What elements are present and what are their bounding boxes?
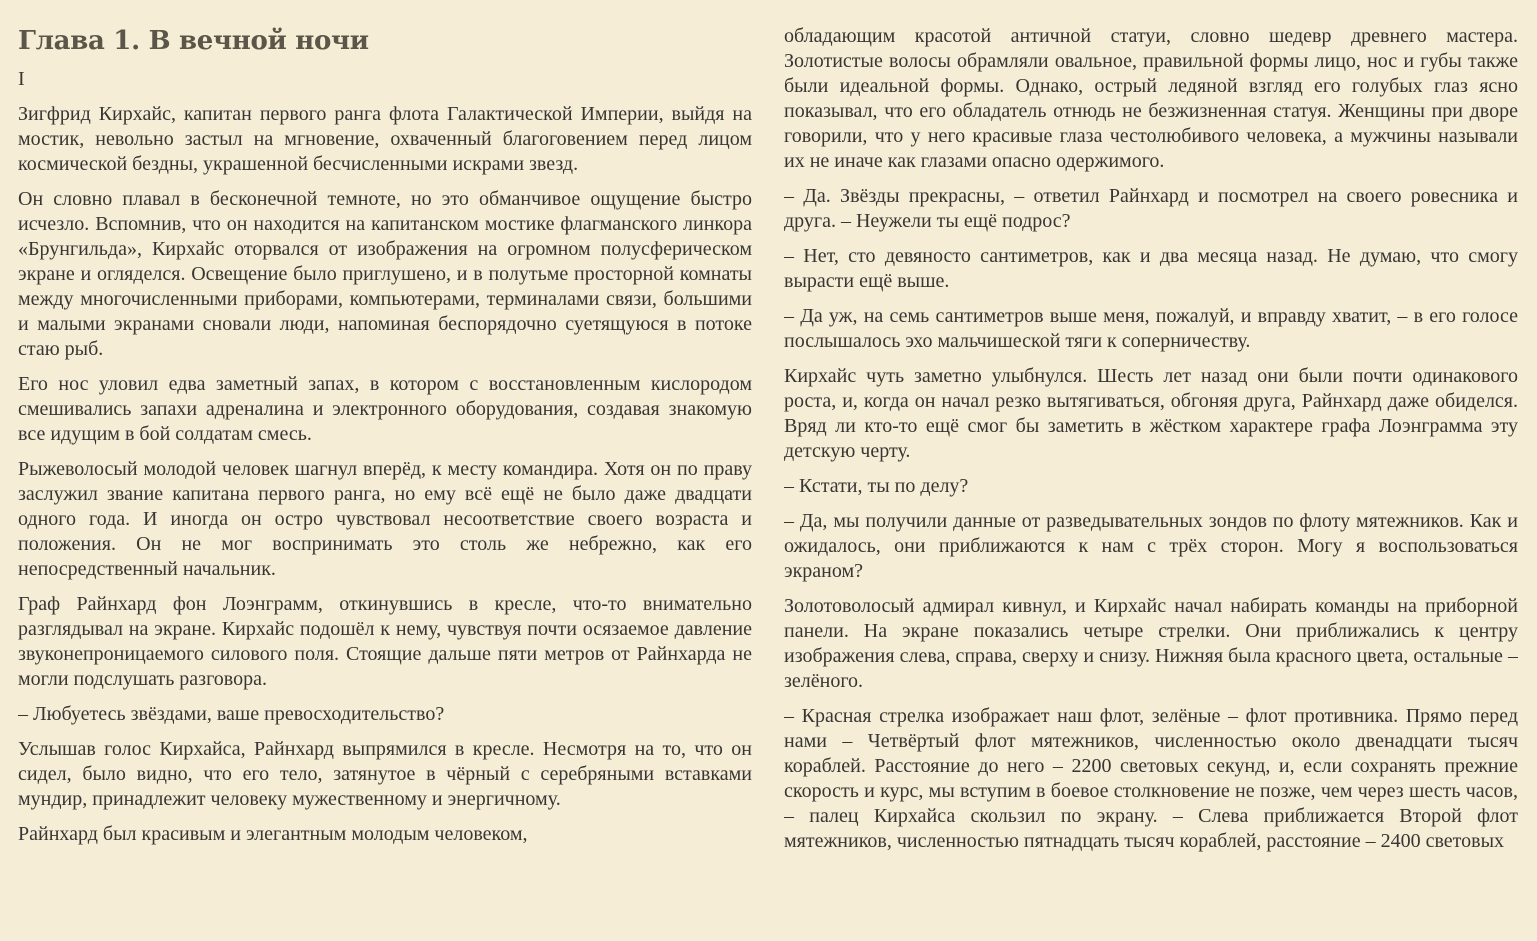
dialogue-line: – Кстати, ты по делу? — [784, 475, 969, 497]
dialogue-line: – Нет, сто девяносто сантиметров, как и два месяца назад. Не думаю, что смогу вырасти ещё выше. — [784, 245, 1518, 292]
paragraph: Зигфрид Кирхайс, капитан первого ранга флота Галактической Империи, выйдя на мостик, невольно застыл на мгновение, охваченный благоговением перед лицом космической бездны, украшенной бесчисленными искрами звезд. — [18, 103, 752, 175]
dialogue-line: – Любуетесь звёздами, ваше превосходительство? — [18, 703, 445, 725]
dialogue-line: – Да уж, на семь сантиметров выше меня, пожалуй, и вправду хватит, – в его голосе послышалось эхо мальчишеской тяги к соперничеству. — [784, 305, 1518, 352]
chapter-title: Глава 1. В вечной ночи — [18, 26, 369, 56]
paragraph: Услышав голос Кирхайса, Райнхард выпрямился в кресле. Несмотря на то, что он сидел, было видно, что его тело, затянутое в чёрный с серебряными вставками мундир, принадлежит человеку мужественному и энергичному. — [18, 738, 752, 810]
section-number: I — [18, 68, 25, 90]
paragraph: Кирхайс чуть заметно улыбнулся. Шесть лет назад они были почти одинакового роста, и, когда он начал резко вытягиваться, обгоняя друга, Райнхард даже обиделся. Вряд ли кто-то ещё смог бы заметить в жёстком характере графа Лоэнграмма эту детскую черту. — [784, 365, 1518, 462]
paragraph: Рыжеволосый молодой человек шагнул вперёд, к месту командира. Хотя он по праву заслужил звание капитана первого ранга, но ему всё ещё не было даже двадцати одного года. И иногда он остро чувствовал несоответствие своего возраста и положения. Он не мог воспринимать это столь же небрежно, как его непосредственный начальник. — [18, 458, 752, 580]
paragraph: обладающим красотой античной статуи, словно шедевр древнего мастера. Золотистые волосы обрамляли овальное, правильной формы лицо, нос и губы также были идеальной формы. Однако, острый ледяной взгляд его голубых глаз ясно показывал, что его обладатель отнюдь не безжизненная статуя. Женщины при дворе говорили, что у него красивые глаза честолюбивого человека, а мужчины называли их не иначе как глазами опасно одержимого. — [784, 25, 1518, 172]
paragraph: Золотоволосый адмирал кивнул, и Кирхайс начал набирать команды на приборной панели. На экране показались четыре стрелки. Они приближались к центру изображения слева, справа, сверху и снизу. Нижняя была красного цвета, остальные – зелёного. — [784, 595, 1518, 692]
paragraph: Граф Райнхард фон Лоэнграмм, откинувшись в кресле, что-то внимательно разглядывал на экране. Кирхайс подошёл к нему, чувствуя почти осязаемое давление звуконепроницаемого силового поля. Стоящие дальше пяти метров от Райнхарда не могли подслушать разговора. — [18, 593, 752, 690]
paragraph: Он словно плавал в бесконечной темноте, но это обманчивое ощущение быстро исчезло. Вспомнив, что он находится на капитанском мостике флагманского линкора «Брунгильда», Кирхайс оторвался от изображения на огромном полусферическом экране и огляделся. Освещение было приглушено, и в полутьме просторной комнаты между многочисленными приборами, компьютерами, терминалами связи, большими и малыми экранами сновали люди, напоминая беспорядочно суетящуюся в потоке стаю рыб. — [18, 188, 752, 360]
left-column — [18, 0, 752, 941]
right-column — [784, 0, 1518, 941]
paragraph: Его нос уловил едва заметный запах, в котором с восстановленным кислородом смешивались запахи адреналина и электронного оборудования, создавая знакомую все идущим в бой солдатам смесь. — [18, 373, 752, 445]
paragraph: Райнхард был красивым и элегантным молодым человеком, — [18, 823, 528, 845]
dialogue-line: – Да, мы получили данные от разведывательных зондов по флоту мятежников. Как и ожидалось, они приближаются к нам с трёх сторон. Могу я воспользоваться экраном? — [784, 510, 1518, 582]
dialogue-line: – Да. Звёзды прекрасны, – ответил Райнхард и посмотрел на своего ровесника и друга. – Неужели ты ещё подрос? — [784, 185, 1518, 232]
dialogue-line: – Красная стрелка изображает наш флот, зелёные – флот противника. Прямо перед нами – Четвёртый флот мятежников, численностью около двенадцати тысяч кораблей. Расстояние до него – 2200 световых секунд, и, если сохранять прежние скорость и курс, мы вступим в боевое столкновение не позже, чем через шесть часов, – палец Кирхайса скользил по экрану. – Слева приближается Второй флот мятежников, численностью пятнадцать тысяч кораблей, расстояние – 2400 световых — [784, 705, 1518, 852]
